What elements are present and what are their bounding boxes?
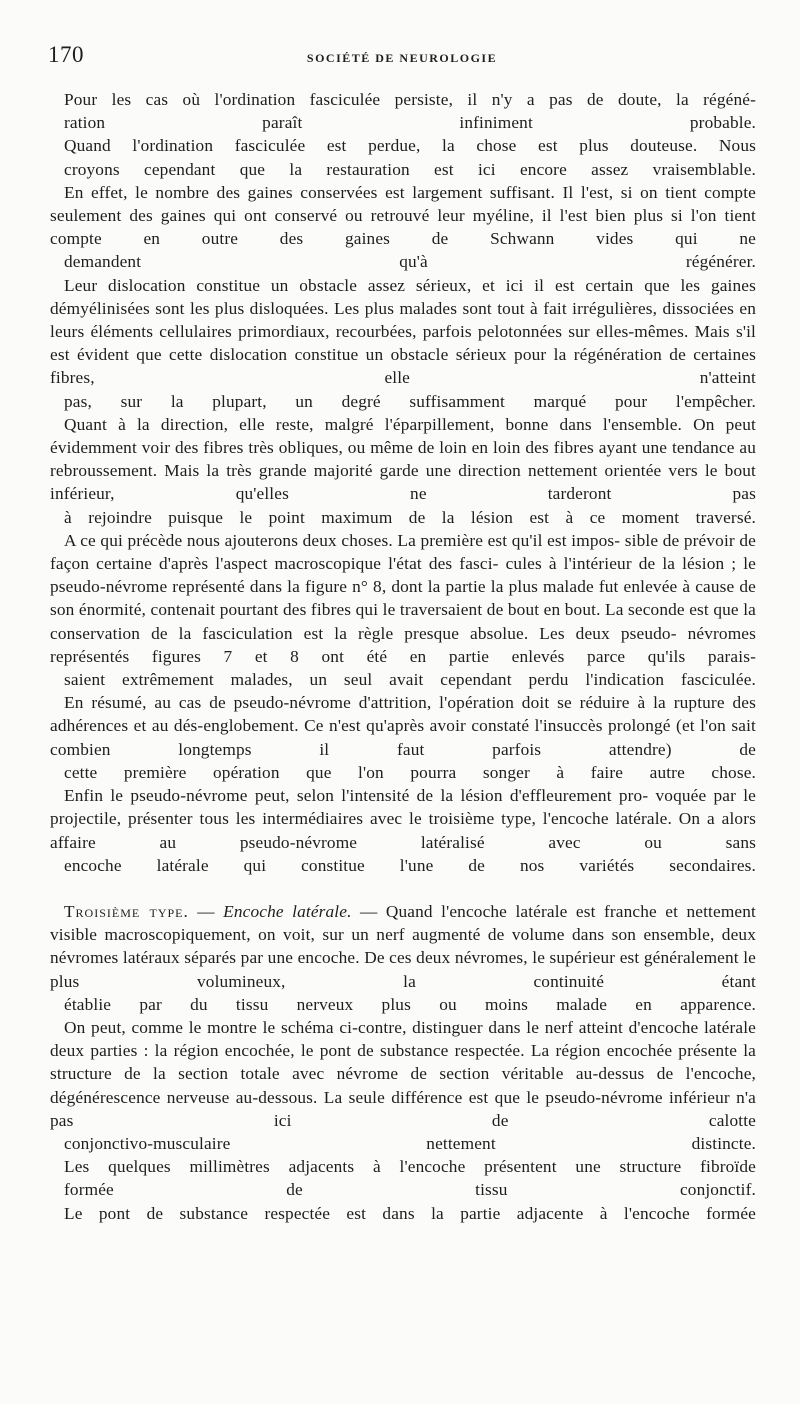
text-line: cules à l'intérieur de la lésion ; le pseudo-névrome représenté dans la figure n° 8,	[50, 554, 756, 597]
text-line: fibres ayant une tendance au rebroussement. Mais la très grande majorité garde	[50, 438, 756, 481]
text-line: parfois pelotonnées sur elles-mêmes. Mais s'il est évident que cette dislocation	[50, 322, 756, 365]
paragraph	[50, 691, 756, 784]
heading-dash: —	[188, 901, 224, 921]
text-line: croyons cependant que la restauration est ici encore assez vraisemblable.	[64, 159, 756, 179]
section-paragraph-troisieme-type	[50, 900, 756, 1016]
paragraph	[50, 274, 756, 413]
section-heading-title: Encoche latérale.	[223, 901, 352, 921]
text-line: cette première opération que l'on pourra songer à faire autre chose.	[64, 762, 756, 782]
text-line: conjonctivo-musculaire nettement distincte.	[64, 1133, 756, 1153]
text-line: Quant à la direction, elle reste, malgré l'éparpillement, bonne dans l'ensemble.	[64, 414, 683, 434]
text-line: névromes représentés figures 7 et 8 ont été en partie enlevés parce qu'ils parais-	[50, 623, 756, 666]
text-line: La région encochée présente la structure de la section totale avec névrome de	[50, 1041, 756, 1084]
text-line: irrégulières, dissociées en leurs éléments cellulaires primordiaux, recourbées,	[50, 298, 756, 342]
paragraph	[50, 88, 756, 134]
page-number: 170	[48, 42, 84, 67]
text-line: nettement visible macroscopiquement, on voit, sur un nerf augmenté de volume	[50, 901, 756, 945]
text-line: demandent qu'à régénérer.	[64, 252, 756, 272]
text-line: une direction nettement orientée vers le bout inférieur, qu'elles ne tarderont pas	[50, 461, 756, 504]
text-line: formée de tissu conjonctif.	[64, 1180, 756, 1200]
heading-dash: —	[351, 901, 386, 921]
text-line: Pour les cas où l'ordination fasciculée persiste, il n'y a pas de doute, la régéné-	[64, 90, 756, 109]
text-line: Les quelques millimètres adjacents à l'encoche présentent une structure fibroïde	[64, 1157, 756, 1177]
text-line: à rejoindre puisque le point maximum de la lésion est à ce moment traversé.	[64, 507, 756, 527]
text-line: d'encoche latérale deux parties : la région encochée, le pont de substance respectée.	[50, 1017, 756, 1061]
section-heading-label: Troisième type.	[64, 901, 189, 921]
text-line: pourtant des fibres qui le traversaient de bout en bout. La seconde est que la	[219, 600, 756, 620]
text-line: Leur dislocation constitue un obstacle assez sérieux, et ici il est certain que les	[64, 275, 701, 295]
body-text	[50, 88, 756, 1225]
text-line: constitue un obstacle sérieux pour la régénération de certaines fibres, elle n'atteint	[50, 345, 756, 388]
text-line: établie par du tissu nerveux plus ou moins malade en apparence.	[64, 994, 756, 1014]
text-line: seule différence est que le pseudo-névrome inférieur n'a pas ici de calotte	[50, 1087, 756, 1130]
text-line: section véritable au-dessus de l'encoche, dégénérescence nerveuse au-dessous. La	[50, 1064, 756, 1107]
paragraph	[50, 1202, 756, 1225]
page-header	[48, 42, 756, 72]
text-line: dans son ensemble, deux névromes latéraux séparés par une encoche. De ces deux	[50, 925, 756, 968]
text-line: tient compte seulement des gaines qui ont conservé ou retrouvé leur myéline, il	[50, 182, 756, 226]
paragraph	[50, 529, 756, 691]
text-line: encoche latérale qui constitue l'une de nos variétés secondaires.	[64, 855, 756, 875]
text-line: Quand l'ordination fasciculée est perdue, la chose est plus douteuse. Nous	[64, 136, 756, 156]
text-line: Quand l'encoche latérale est franche et	[385, 901, 679, 921]
text-line: Enfin le pseudo-névrome peut, selon l'intensité de la lésion d'effleurement pro-	[64, 786, 649, 806]
paragraph	[50, 134, 756, 180]
text-line: voquée par le projectile, présenter tous les intermédiaires avec le troisième type,	[50, 786, 757, 829]
section-heading	[64, 902, 678, 921]
paragraph	[50, 784, 756, 877]
paragraph	[50, 181, 756, 274]
text-line: On peut évidemment voir des fibres très obliques, ou même de loin en loin des	[50, 414, 756, 458]
text-line: Le pont de substance respectée est dans la partie adjacente à l'encoche formée	[64, 1203, 756, 1223]
text-line: la rupture des adhérences et au dés-englobement. Ce n'est qu'après avoir constaté	[50, 693, 756, 736]
paragraph	[50, 1016, 756, 1155]
text-line: sible de prévoir de façon certaine d'après l'aspect macroscopique l'état des fasci-	[50, 530, 756, 574]
text-line: l'encoche latérale. On a alors affaire au pseudo-névrome latéralisé avec ou sans	[50, 809, 756, 852]
paragraph	[50, 1155, 756, 1201]
text-line: dont la partie la plus malade fut enlevée à cause de son énormité, contenait	[50, 577, 756, 620]
text-line: A ce qui précède nous ajouterons deux choses. La première est qu'il est impos-	[64, 530, 621, 550]
paragraph	[50, 413, 756, 529]
text-line: l'insuccès prolongé (et l'on sait combien longtemps il faut parfois attendre) de	[50, 716, 756, 759]
text-line: pas, sur la plupart, un degré suffisamment marqué pour l'empêcher.	[64, 391, 756, 411]
text-line: En résumé, au cas de pseudo-névrome d'attrition, l'opération doit se réduire à	[64, 693, 646, 713]
text-line: saient extrêmement malades, un seul avait cependant perdu l'indication fasciculée.	[64, 670, 756, 690]
text-line: gaines démyélinisées sont les plus disloquées. Les plus malades sont tout à fait	[50, 275, 756, 318]
text-line: l'est bien plus si l'on tient compte en outre des gaines de Schwann vides qui ne	[50, 206, 756, 249]
text-line: conservation de la fasciculation est la règle presque absolue. Les deux pseudo-	[50, 623, 677, 643]
running-title: SOCIÉTÉ DE NEUROLOGIE	[306, 51, 498, 65]
text-line: ration paraît infiniment probable.	[64, 113, 756, 133]
text-line: En effet, le nombre des gaines conservées est largement suffisant. Il l'est, si on	[64, 182, 658, 202]
text-line: On peut, comme le montre le schéma ci-contre, distinguer dans le nerf atteint	[64, 1017, 623, 1037]
text-line: névromes, le supérieur est généralement le plus volumineux, la continuité étant	[50, 948, 756, 991]
